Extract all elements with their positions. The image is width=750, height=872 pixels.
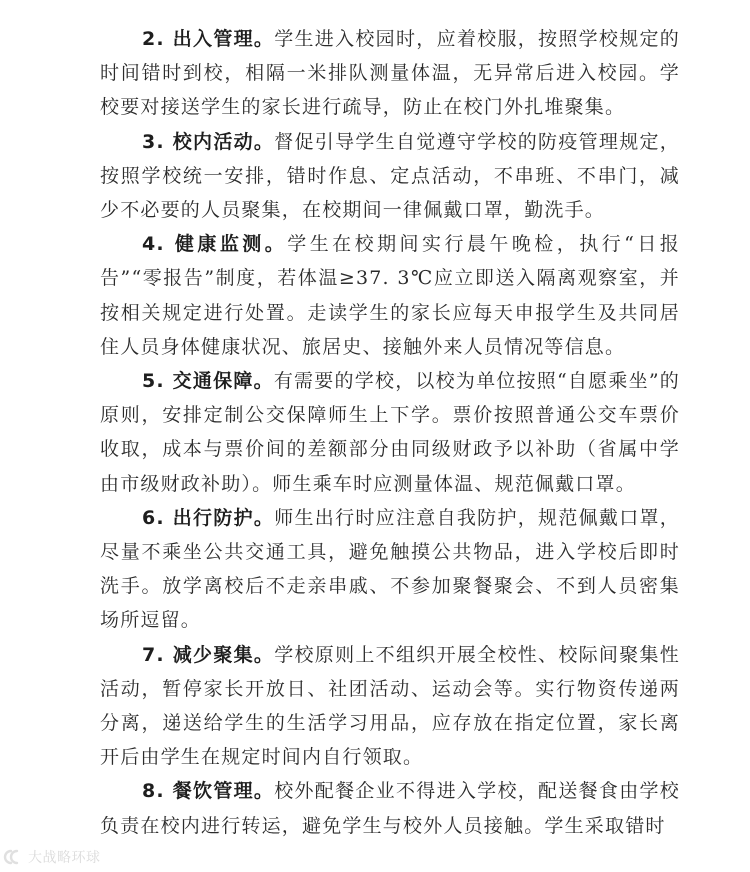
watermark-logo-icon <box>2 848 24 866</box>
paragraph-heading: 4. 健康监测。 <box>142 233 288 256</box>
paragraph-heading: 7. 减少聚集。 <box>142 643 275 666</box>
paragraph-text: 师生出行时应注意自我防护，规范佩戴口罩，尽量不乘坐公共交通工具，避免触摸公共物品，进入学校后即时洗手。放学离校后不走亲串戚、不参加聚餐聚会、不到人员密集场所逗留。 <box>100 506 680 632</box>
paragraph-text: 校外配餐企业不得进入学校，配送餐食由学校负责在校内进行转运，避免学生与校外人员接触。学生采取错时 <box>100 780 680 837</box>
paragraph-text: 学生在校期间实行晨午晚检，执行“日报告”“零报告”制度，若体温≥37. 3℃应立即送入隔离观察室，并按相关规定进行处置。走读学生的家长应每天申报学生及共同居住人员身体健康状况、旅居史、接触外来人员情况等信息。 <box>100 233 680 358</box>
paragraph-text: 有需要的学校，以校为单位按照“自愿乘坐”的原则，安排定制公交保障师生上下学。票价按照普通公交车票价收取，成本与票价间的差额部分由同级财政予以补助（省属中学由市级财政补助）。师生乘车时应测量体温、规范佩戴口罩。 <box>100 370 680 495</box>
paragraph-campus-activities <box>100 125 680 228</box>
paragraph-transport <box>100 364 680 501</box>
paragraph-catering <box>100 774 680 842</box>
paragraph-reduce-gathering <box>100 638 680 775</box>
paragraph-health-monitoring <box>100 227 680 364</box>
paragraph-heading: 3. 校内活动。 <box>142 130 275 153</box>
watermark-text: 大战略环球 <box>28 850 101 866</box>
paragraph-heading: 5. 交通保障。 <box>142 370 274 393</box>
paragraph-heading: 6. 出行防护。 <box>142 506 275 529</box>
document-body <box>100 22 680 843</box>
paragraph-text: 学校原则上不组织开展全校性、校际间聚集性活动，暂停家长开放日、社团活动、运动会等。实行物资传递两分离，递送给学生的生活学习用品，应存放在指定位置，家长离开后由学生在规定时间内自行领取。 <box>100 643 680 769</box>
paragraph-heading: 8. 餐饮管理。 <box>142 780 275 803</box>
paragraph-text: 督促引导学生自觉遵守学校的防疫管理规定，按照学校统一安排，错时作息、定点活动，不串班、不串门，减少不必要的人员聚集，在校期间一律佩戴口罩，勤洗手。 <box>100 130 680 222</box>
paragraph-text: 学生进入校园时，应着校服，按照学校规定的时间错时到校，相隔一米排队测量体温，无异常后进入校园。学校要对接送学生的家长进行疏导，防止在校门外扎堆聚集。 <box>100 28 680 119</box>
paragraph-entry-exit <box>100 22 680 125</box>
paragraph-heading: 2. 出入管理。 <box>142 28 275 50</box>
paragraph-travel-protection <box>100 501 680 638</box>
watermark <box>2 846 101 868</box>
